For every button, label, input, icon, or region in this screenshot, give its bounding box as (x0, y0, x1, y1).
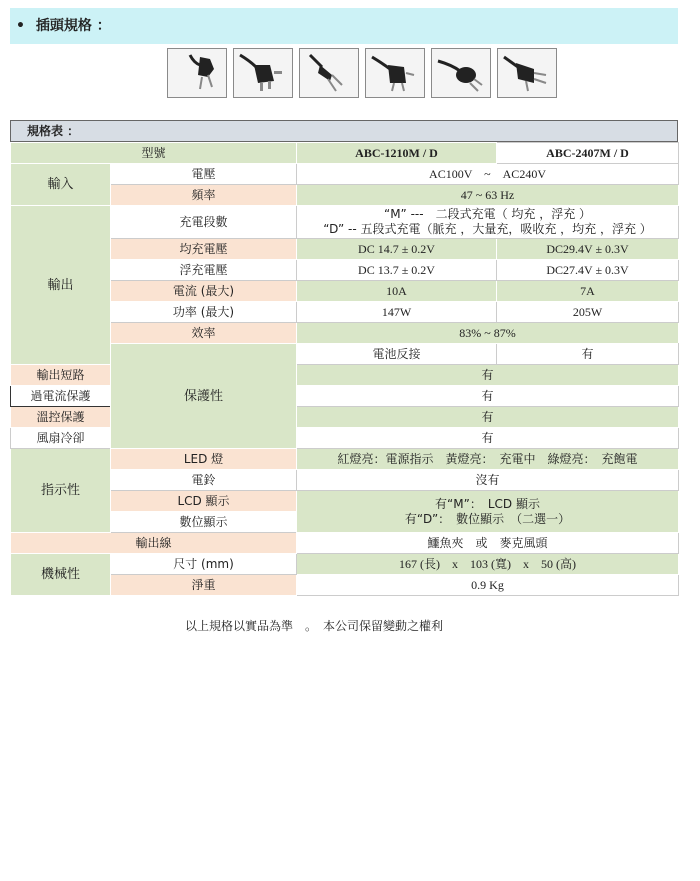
float-value-2: DC27.4V ± 0.3V (497, 260, 679, 281)
protection-value: 有 (297, 386, 679, 407)
float-value-1: DC 13.7 ± 0.2V (297, 260, 497, 281)
buzzer-value: 沒有 (297, 470, 679, 491)
size-value: 167 (長) x 103 (寬) x 50 (高) (297, 554, 679, 575)
plug-angled-2pin-icon[interactable] (167, 48, 227, 98)
plug-au-3pin-icon[interactable] (365, 48, 425, 98)
table-row (11, 206, 679, 239)
model-header: 型號 (11, 143, 297, 164)
protection-value: 有 (297, 407, 679, 428)
protection-label: 輸出短路 (11, 365, 111, 386)
stages-label: 充電段數 (111, 206, 297, 239)
stages-line-1: “M” --- 二段式充電（ 均充 ，浮充 ） (383, 207, 592, 221)
eq-label: 均充電壓 (111, 239, 297, 260)
weight-label: 淨重 (111, 575, 297, 596)
current-value-2: 7A (497, 281, 679, 302)
plug-us-3pin-icon[interactable] (497, 48, 557, 98)
digital-label: 數位顯示 (111, 512, 297, 533)
eq-value-1: DC 14.7 ± 0.2V (297, 239, 497, 260)
table-row (11, 260, 679, 281)
output-group-label: 輸出 (11, 206, 111, 365)
protection-label: 電池反接 (297, 344, 497, 365)
buzzer-label: 電鈴 (111, 470, 297, 491)
table-row (11, 491, 679, 512)
table-row (11, 470, 679, 491)
spec-table (10, 142, 679, 596)
protection-label: 過電流保護 (11, 386, 111, 407)
plug-us-2pin-icon[interactable] (299, 48, 359, 98)
stages-line-2: “D” -- 五段式充電（脈充 ，大量充，吸收充 ，均充 ，浮充 ） (323, 222, 652, 236)
footnote: 以上規格以實品為準 。 本公司保留變動之權利 (185, 619, 444, 633)
eff-value: 83% ~ 87% (297, 323, 679, 344)
float-label: 浮充電壓 (111, 260, 297, 281)
section-header (10, 8, 678, 44)
led-value: 紅燈亮：電源指示 黃燈亮： 充電中 綠燈亮： 充飽電 (297, 449, 679, 470)
freq-label: 頻率 (111, 185, 297, 206)
eff-label: 效率 (111, 323, 297, 344)
protection-value: 有 (297, 428, 679, 449)
plug-gallery (167, 48, 557, 100)
power-label: 功率 (最大) (111, 302, 297, 323)
protection-value: 有 (297, 365, 679, 386)
lcd-label: LCD 顯示 (111, 491, 297, 512)
plug-round-2pin-icon[interactable] (431, 48, 491, 98)
plug-uk-3pin-icon[interactable] (233, 48, 293, 98)
cable-label: 輸出線 (11, 533, 297, 554)
mechanical-group-label: 機械性 (11, 554, 111, 596)
display-line-1: 有“M”： LCD 顯示 (435, 496, 540, 511)
bullet: • (16, 18, 25, 34)
model-1: ABC-1210M / D (297, 143, 497, 164)
weight-value: 0.9 Kg (297, 575, 679, 596)
table-row (11, 281, 679, 302)
table-row (11, 575, 679, 596)
table-row (11, 239, 679, 260)
current-value-1: 10A (297, 281, 497, 302)
model-2: ABC-2407M / D (497, 143, 679, 164)
protection-label: 溫控保護 (11, 407, 111, 428)
spec-table-title: 規格表 ： (10, 120, 678, 142)
freq-value: 47 ~ 63 Hz (297, 185, 679, 206)
protection-label: 風扇冷卻 (11, 428, 111, 449)
table-row (11, 344, 679, 365)
table-row (11, 185, 679, 206)
table-row (11, 449, 679, 470)
protection-value: 有 (497, 344, 679, 365)
protection-group-label: 保護性 (111, 344, 297, 449)
size-label: 尺寸 (mm) (111, 554, 297, 575)
input-group-label: 輸入 (11, 164, 111, 206)
current-label: 電流 (最大) (111, 281, 297, 302)
eq-value-2: DC29.4V ± 0.3V (497, 239, 679, 260)
table-row (11, 533, 679, 554)
table-row (11, 554, 679, 575)
table-row (11, 302, 679, 323)
led-label: LED 燈 (111, 449, 297, 470)
display-line-2: 有“D”： 數位顯示 （二選一） (404, 511, 571, 526)
section-title: 插頭規格 ： (35, 18, 111, 34)
indicator-group-label: 指示性 (11, 449, 111, 533)
power-value-2: 205W (497, 302, 679, 323)
voltage-value: AC100V ~ AC240V (297, 164, 679, 185)
table-row (11, 143, 679, 164)
table-row (11, 323, 679, 344)
table-row (11, 164, 679, 185)
power-value-1: 147W (297, 302, 497, 323)
cable-value: 鱷魚夾 或 麥克風頭 (297, 533, 679, 554)
voltage-label: 電壓 (111, 164, 297, 185)
